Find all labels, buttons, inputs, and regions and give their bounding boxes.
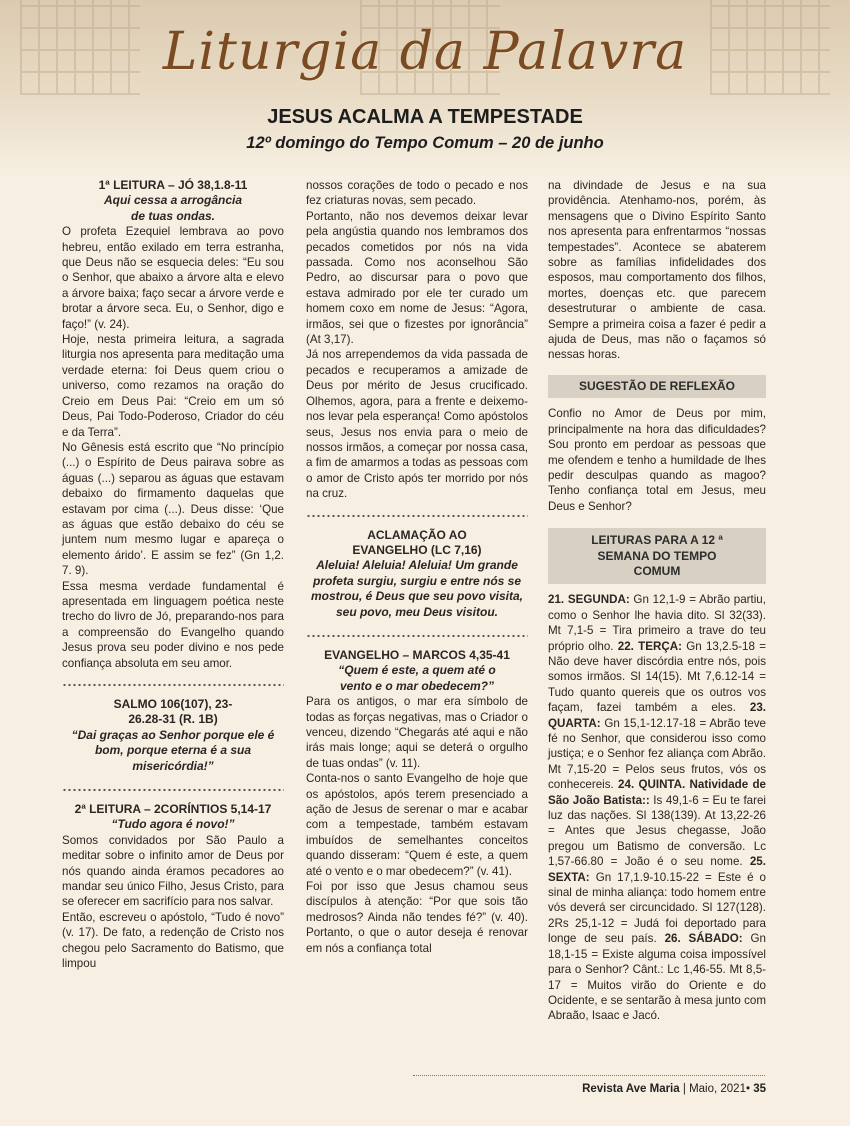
dotted-divider [62, 683, 284, 687]
dotted-divider [306, 514, 528, 518]
gospel-quote: “Quem é este, a quem até o vento e o mar obedecem?” [338, 663, 496, 693]
issue-date: Maio, 2021 [689, 1083, 746, 1095]
day-readings: Gn 17,1.9-10.15-22 = Este é o sinal de minha aliança: todo homem entre vós deverá ser circuncidado. Sl 127(128). 2Rs 25,1-12 = Judá foi deportado para longe de seu país. [548, 870, 766, 946]
acclamation-text: Aleluia! Aleluia! Aleluia! Um grande profeta surgiu, surgiu e entre nós se mostrou, é Deus que seu povo visita, seu povo, meu Deus visitou. [310, 558, 524, 619]
reading1-quote: Aqui cessa a arrogância de tuas ondas. [103, 193, 243, 223]
column-2 [306, 178, 528, 956]
reading2-title: 2ª LEITURA – 2CORÍNTIOS 5,14-17 [74, 802, 272, 817]
psalm-title: SALMO 106(107), 23-26.28-31 (R. 1B) [113, 697, 233, 727]
paragraph: na divindade de Jesus e na sua providência. Atenhamo-nos, porém, às mensagens que o Divino Espírito Santo nos apresenta para enfrentarmos “nossas tempestades”. Acontece se abaterem sobre as famílias infidelidades dos esposos, mau comportamento dos filhos, mortes, doenças etc. que parecem desestruturar o ambiente de casa. Sempre a primeira coisa a fazer é pedir a ajuda de Deus, mas não o façamos só nessas horas. [548, 179, 766, 362]
section-title: Liturgia da Palavra [162, 22, 688, 82]
reflection-heading: SUGESTÃO DE REFLEXÃO [548, 375, 766, 398]
column-3 [548, 178, 766, 1024]
paragraph: Então, escreveu o apóstolo, “Tudo é novo” (v. 17). De fato, a redenção de Cristo nos chegou pelo Sacramento do Batismo, que limpou [62, 910, 284, 971]
footer-separator: | [682, 1083, 686, 1095]
day-readings: Gn 18,1-15 = Existe alguma coisa impossível para o Senhor? Cânt.: Lc 1,46-55. Mt 8,5-17 = Muitos virão do Oriente e do Ocidente, e se sentarão à mesa junto com Abraão, Isaac e Jacó. [548, 932, 766, 1023]
acclamation-title: ACLAMAÇÃO AO EVANGELHO (LC 7,16) [352, 527, 482, 557]
paragraph: nossos corações de todo o pecado e nos fez criaturas novas, sem pecado. [306, 179, 528, 208]
day-readings: Gn 12,1-9 = Abrão partiu, como o Senhor lhe havia dito. Sl 32(33). Mt 7,1-5 = Tira primeiro a trave do teu próprio olho. [548, 593, 766, 653]
weekly-readings [548, 592, 766, 1023]
day-readings: Gn 13,2.5-18 = Não deve haver discórdia entre nós, pois somos irmãos. Sl 14(15). Mt 7,6.12-14 = Tudo quanto quereis que os outros vos façam, fazei também a eles. [548, 639, 766, 715]
reflection-text: Confio no Amor de Deus por mim, principalmente na hora das dificuldades? Sou pronto em perdoar as pessoas que me ofendem e tenho a humildade de lhes pedir desculpas quando as magoo? Tenho confiança total em Jesus, meu Deus e Senhor? [548, 407, 766, 513]
day-label: 21. SEGUNDA: [548, 593, 630, 607]
page-footer [413, 1083, 766, 1095]
dotted-divider [62, 788, 284, 792]
psalm-response: “Dai graças ao Senhor porque ele é bom, porque eterna é a sua misericórdia!” [71, 727, 275, 773]
footer-bullet: • [745, 1083, 750, 1095]
day-label: 24. QUINTA. Natividade de São João Batista:: [548, 778, 766, 807]
paragraph: Conta-nos o santo Evangelho de hoje que os apóstolos, após terem presenciado a ação de Jesus de serenar o mar e acabar com a tempestade, também estavam imbuídos de semelhantes conceitos quando disseram: “Quem é este, a quem até o vento e o mar obedecem?” (v. 41). [306, 772, 528, 878]
article-subtitle: 12º domingo do Tempo Comum – 20 de junho [246, 134, 604, 152]
paragraph: Foi por isso que Jesus chamou seus discípulos à atenção: “Por que sois tão medrosos? Ainda não tendes fé?” (v. 40). Portanto, o que o autor deseja é renovar em nós a confiança total [306, 880, 528, 955]
reading2-quote: “Tudo agora é novo!” [111, 817, 235, 832]
day-label: 23. QUARTA: [548, 701, 766, 730]
paragraph: Hoje, nesta primeira leitura, a sagrada liturgia nos apresenta para meditação uma verdade eterna: foi Deus quem criou o universo, como rezamos na oração do Creio em Deus Pai: “Creio em um só Deus, Pai Todo-Poderoso, Criador do céu e da Terra”. [62, 333, 284, 439]
day-label: 22. TERÇA: [617, 639, 682, 653]
paragraph: Portanto, não nos devemos deixar levar pela angústia quando nos lembramos dos pecados cometidos por nós na vida passada. Como nos aconselhou São Pedro, ao discursar para o povo que estava admirado por ele ter curado um homem coxo em nome de Jesus: “Agora, irmãos, sei que o fizestes por ignorância” (At 3,17). [306, 209, 528, 347]
paragraph: Já nos arrependemos da vida passada de pecados e recuperamos a amizade de Deus por mérito de Jesus crucificado. Olhemos, agora, para a frente e deixemo-nos levar pela esperança! Como apóstolos seus, Jesus nos envia para o meio de nossos irmãos, a começar por nossa casa, a fim de amarmos a todas as pessoas com o amor de Cristo após ter morrido por nós na cruz. [306, 348, 528, 501]
paragraph: O profeta Ezequiel lembrava ao povo hebreu, então exilado em terra estranha, que Deus não se esquecia deles: “Eu sou o Senhor, que abaixo a árvore alta e elevo a árvore baixa; faço secar a árvore verde e brotar a árvore seca. Eu, o Senhor, digo e faço!” (v. 24). [62, 225, 284, 331]
day-label: 25. SEXTA: [548, 855, 766, 884]
day-readings: Is 49,1-6 = Eu te farei luz das nações. Sl 138(139). At 13,22-26 = Antes que Jesus chegasse, João pregou um Batismo de conversão. Lc 1,57-66.80 = João é o seu nome. [548, 793, 766, 869]
article-title: JESUS ACALMA A TEMPESTADE [267, 106, 583, 128]
paragraph: No Gênesis está escrito que “No princípio (...) o Espírito de Deus pairava sobre as águas (...) separou as águas que estavam debaixo do firmamento daquelas que estavam por cima (...). Deus disse: ‘Que as águas que estão debaixo do céu se juntem num mesmo lugar e apareça o elemento árido’. E assim se fez” (Gn 1,2. 7. 9). [62, 440, 284, 578]
paragraph: Para os antigos, o mar era símbolo de todas as forças negativas, mas o Criador o venceu, dizendo “Chegarás até aqui e não irás mais longe; aqui se deterá o orgulho de tuas ondas” (v. 11). [306, 695, 528, 770]
readings-heading: LEITURAS PARA A 12 ª SEMANA DO TEMPO COMUM [548, 528, 766, 584]
column-1 [62, 178, 284, 972]
magazine-name: Revista Ave Maria [582, 1083, 680, 1095]
day-label: 26. SÁBADO: [664, 932, 743, 946]
page-number: 35 [753, 1083, 766, 1095]
footer-divider [413, 1075, 765, 1076]
reading1-title: 1ª LEITURA – JÓ 38,1.8-11 [98, 178, 248, 192]
paragraph: Somos convidados por São Paulo a meditar sobre o infinito amor de Deus por nós quando ainda éramos pecadores ao mandar seu único Filho, Jesus Cristo, para se oferecer em sacrifício para nos salvar. [62, 833, 284, 909]
day-readings: Gn 15,1-12.17-18 = Abrão teve fé no Senhor, que considerou isso como justiça; e o Senhor fez aliança com Abrão. Mt 7,15-20 = Pelos seus frutos, vós os conhecereis. [548, 716, 766, 792]
paragraph: Essa mesma verdade fundamental é apresentada em linguagem poética neste trecho do livro de Jó, preparando-nos para a compreensão do Evangelho quando Jesus prova seu poder divino e nos pede confiança absoluta em seu amor. [62, 579, 284, 670]
dotted-divider [306, 634, 528, 638]
gospel-title: EVANGELHO – MARCOS 4,35-41 [324, 647, 510, 662]
